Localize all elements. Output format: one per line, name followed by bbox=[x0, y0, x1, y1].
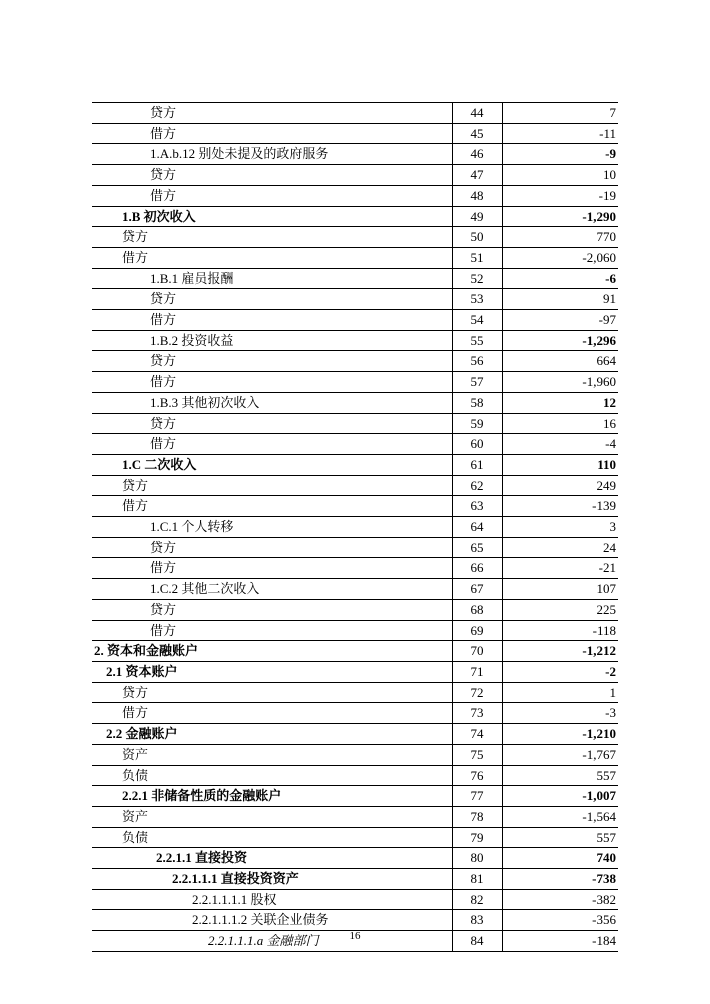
item-label: 贷方 bbox=[92, 227, 452, 248]
line-number: 67 bbox=[452, 579, 502, 600]
amount-value: 740 bbox=[502, 848, 618, 869]
item-label: 1.C.2 其他二次收入 bbox=[92, 579, 452, 600]
line-number: 49 bbox=[452, 206, 502, 227]
line-number: 83 bbox=[452, 910, 502, 931]
table-row bbox=[92, 724, 618, 745]
line-number: 55 bbox=[452, 330, 502, 351]
amount-value: 1 bbox=[502, 682, 618, 703]
amount-value: 24 bbox=[502, 537, 618, 558]
table-row bbox=[92, 537, 618, 558]
line-number: 84 bbox=[452, 931, 502, 952]
item-label: 2.2.1.1.1.a 金融部门 bbox=[208, 933, 319, 949]
item-label: 贷方 bbox=[92, 537, 452, 558]
table-row bbox=[92, 889, 618, 910]
item-label: 借方 bbox=[92, 434, 452, 455]
table-row bbox=[92, 496, 618, 517]
table-row bbox=[92, 641, 618, 662]
table-row bbox=[92, 310, 618, 331]
line-number: 74 bbox=[452, 724, 502, 745]
table-row bbox=[92, 268, 618, 289]
item-label: 负债 bbox=[92, 765, 452, 786]
line-number: 57 bbox=[452, 372, 502, 393]
table-row bbox=[92, 910, 618, 931]
line-number: 76 bbox=[452, 765, 502, 786]
line-number: 58 bbox=[452, 392, 502, 413]
amount-value: 10 bbox=[502, 165, 618, 186]
line-number: 48 bbox=[452, 185, 502, 206]
table-row bbox=[92, 289, 618, 310]
line-number: 54 bbox=[452, 310, 502, 331]
amount-value: -382 bbox=[502, 889, 618, 910]
table-row bbox=[92, 765, 618, 786]
table-row bbox=[92, 744, 618, 765]
amount-value: -356 bbox=[502, 910, 618, 931]
amount-value: -9 bbox=[502, 144, 618, 165]
item-label: 贷方 bbox=[92, 413, 452, 434]
table-row bbox=[92, 144, 618, 165]
item-label: 贷方 bbox=[92, 165, 452, 186]
item-label: 贷方 bbox=[92, 682, 452, 703]
item-label: 1.B.2 投资收益 bbox=[92, 330, 452, 351]
amount-value: 91 bbox=[502, 289, 618, 310]
item-label: 借方 bbox=[92, 247, 452, 268]
item-label: 资产 bbox=[92, 744, 452, 765]
line-number: 81 bbox=[452, 869, 502, 890]
amount-value: -1,960 bbox=[502, 372, 618, 393]
item-label: 2.2.1.1.1 直接投资资产 bbox=[92, 869, 452, 890]
table-row bbox=[92, 392, 618, 413]
amount-value: -4 bbox=[502, 434, 618, 455]
amount-value: -738 bbox=[502, 869, 618, 890]
line-number: 70 bbox=[452, 641, 502, 662]
item-label: 负债 bbox=[92, 827, 452, 848]
line-number: 73 bbox=[452, 703, 502, 724]
item-label: 2.2 金融账户 bbox=[92, 724, 452, 745]
item-label: 借方 bbox=[92, 372, 452, 393]
line-number: 82 bbox=[452, 889, 502, 910]
item-label: 2.2.1.1 直接投资 bbox=[92, 848, 452, 869]
amount-value: -21 bbox=[502, 558, 618, 579]
item-label: 借方 bbox=[92, 703, 452, 724]
table-row bbox=[92, 227, 618, 248]
table-row bbox=[92, 351, 618, 372]
amount-value: -118 bbox=[502, 620, 618, 641]
table-row bbox=[92, 558, 618, 579]
amount-value: 557 bbox=[502, 827, 618, 848]
amount-value: -2,060 bbox=[502, 247, 618, 268]
line-number: 47 bbox=[452, 165, 502, 186]
item-label: 借方 bbox=[92, 620, 452, 641]
line-number: 44 bbox=[452, 103, 502, 124]
amount-value: 7 bbox=[502, 103, 618, 124]
table-row bbox=[92, 123, 618, 144]
table-row bbox=[92, 579, 618, 600]
table-row bbox=[92, 413, 618, 434]
amount-value: -184 bbox=[592, 933, 616, 949]
amount-value: -1,767 bbox=[502, 744, 618, 765]
table-row bbox=[92, 682, 618, 703]
amount-value: -2 bbox=[502, 661, 618, 682]
amount-value: -139 bbox=[502, 496, 618, 517]
line-number: 78 bbox=[452, 806, 502, 827]
line-number: 61 bbox=[452, 454, 502, 475]
table-row bbox=[92, 599, 618, 620]
item-label: 1.C.1 个人转移 bbox=[92, 517, 452, 538]
item-label: 借方 bbox=[92, 185, 452, 206]
amount-value: -3 bbox=[502, 703, 618, 724]
table-row bbox=[92, 869, 618, 890]
item-label: 贷方 bbox=[92, 103, 452, 124]
item-label: 1.A.b.12 别处未提及的政府服务 bbox=[92, 144, 452, 165]
item-label: 贷方 bbox=[92, 475, 452, 496]
line-number: 46 bbox=[452, 144, 502, 165]
line-number: 72 bbox=[452, 682, 502, 703]
table-row bbox=[92, 661, 618, 682]
line-number: 77 bbox=[452, 786, 502, 807]
item-label: 贷方 bbox=[92, 351, 452, 372]
line-number: 69 bbox=[452, 620, 502, 641]
table-row bbox=[92, 247, 618, 268]
amount-value: 16 bbox=[502, 413, 618, 434]
line-number: 52 bbox=[452, 268, 502, 289]
table-row bbox=[92, 786, 618, 807]
item-label: 2.2.1.1.1.1 股权 bbox=[92, 889, 452, 910]
item-label: 资产 bbox=[92, 806, 452, 827]
table-row bbox=[92, 330, 618, 351]
line-number: 60 bbox=[452, 434, 502, 455]
item-label: 2.1 资本账户 bbox=[92, 661, 452, 682]
amount-value: -1,296 bbox=[502, 330, 618, 351]
amount-value: -1,007 bbox=[502, 786, 618, 807]
amount-value: -6 bbox=[502, 268, 618, 289]
amount-value: -1,210 bbox=[502, 724, 618, 745]
table-row bbox=[92, 848, 618, 869]
item-label: 借方 bbox=[92, 310, 452, 331]
line-number: 56 bbox=[452, 351, 502, 372]
item-label: 1.C 二次收入 bbox=[92, 454, 452, 475]
table-row bbox=[92, 434, 618, 455]
table-row bbox=[92, 103, 618, 124]
line-number: 65 bbox=[452, 537, 502, 558]
amount-value: 770 bbox=[502, 227, 618, 248]
amount-value: -97 bbox=[502, 310, 618, 331]
table-row bbox=[92, 517, 618, 538]
amount-value: -1,564 bbox=[502, 806, 618, 827]
line-number: 50 bbox=[452, 227, 502, 248]
item-label: 借方 bbox=[92, 123, 452, 144]
table-row bbox=[92, 372, 618, 393]
item-label: 1.B.1 雇员报酬 bbox=[92, 268, 452, 289]
amount-value: 249 bbox=[502, 475, 618, 496]
item-label: 借方 bbox=[92, 558, 452, 579]
page-number: 16 bbox=[349, 930, 361, 942]
line-number: 51 bbox=[452, 247, 502, 268]
item-label: 贷方 bbox=[92, 599, 452, 620]
item-label: 贷方 bbox=[92, 289, 452, 310]
line-number: 66 bbox=[452, 558, 502, 579]
table-row bbox=[92, 620, 618, 641]
table-row bbox=[92, 165, 618, 186]
line-number: 75 bbox=[452, 744, 502, 765]
item-label: 2. 资本和金融账户 bbox=[92, 641, 452, 662]
line-number: 63 bbox=[452, 496, 502, 517]
item-label: 借方 bbox=[92, 496, 452, 517]
balance-of-payments-table bbox=[92, 102, 618, 952]
amount-value: 107 bbox=[502, 579, 618, 600]
line-number: 62 bbox=[452, 475, 502, 496]
amount-value: 557 bbox=[502, 765, 618, 786]
line-number: 71 bbox=[452, 661, 502, 682]
item-label: 2.2.1.1.1.2 关联企业债务 bbox=[92, 910, 452, 931]
table-row bbox=[92, 703, 618, 724]
amount-value: -11 bbox=[502, 123, 618, 144]
amount-value: -19 bbox=[502, 185, 618, 206]
line-number: 68 bbox=[452, 599, 502, 620]
amount-value: 110 bbox=[502, 454, 618, 475]
line-number: 79 bbox=[452, 827, 502, 848]
item-label: 2.2.1 非储备性质的金融账户 bbox=[92, 786, 452, 807]
line-number: 64 bbox=[452, 517, 502, 538]
amount-value: 225 bbox=[502, 599, 618, 620]
table-row bbox=[92, 206, 618, 227]
table-body bbox=[92, 103, 618, 952]
line-number: 53 bbox=[452, 289, 502, 310]
item-label: 1.B 初次收入 bbox=[92, 206, 452, 227]
amount-value: 664 bbox=[502, 351, 618, 372]
table-row bbox=[92, 827, 618, 848]
amount-value: 3 bbox=[502, 517, 618, 538]
table-row bbox=[92, 806, 618, 827]
line-number: 45 bbox=[452, 123, 502, 144]
table-row bbox=[92, 454, 618, 475]
table-row bbox=[92, 475, 618, 496]
table-row bbox=[92, 185, 618, 206]
item-label: 1.B.3 其他初次收入 bbox=[92, 392, 452, 413]
amount-value: -1,212 bbox=[502, 641, 618, 662]
amount-value: -1,290 bbox=[502, 206, 618, 227]
line-number: 59 bbox=[452, 413, 502, 434]
amount-value: 12 bbox=[502, 392, 618, 413]
line-number: 80 bbox=[452, 848, 502, 869]
